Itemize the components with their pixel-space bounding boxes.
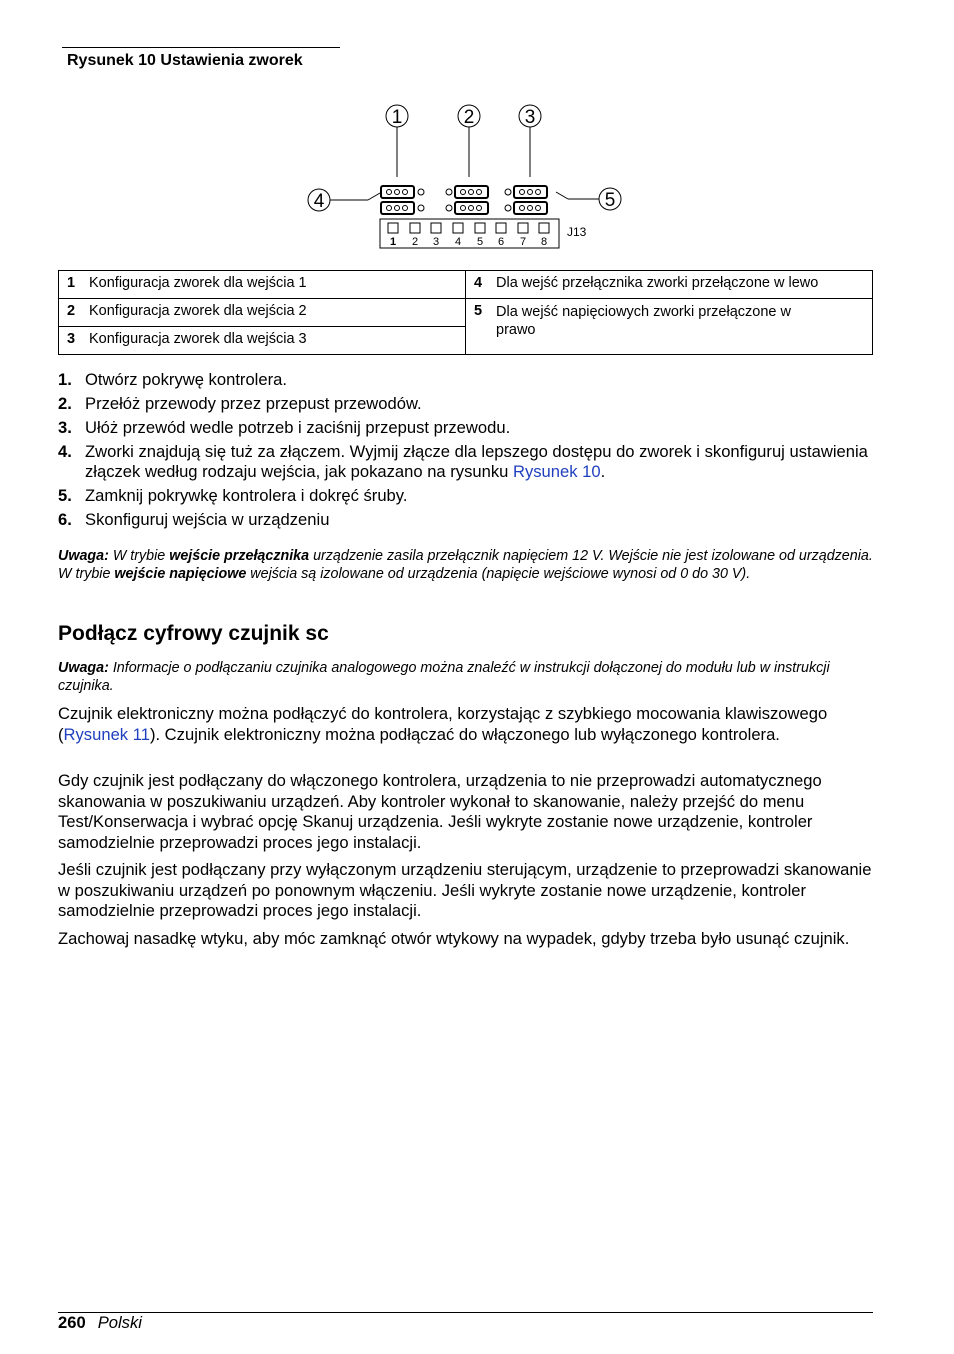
legend-row (59, 299, 873, 327)
step-item: 1. Otwórz pokrywę kontrolera. (58, 370, 287, 389)
svg-text:1: 1 (391, 107, 403, 128)
callout-2 (458, 105, 480, 177)
connector-j13 (380, 219, 587, 248)
svg-text:5: 5 (604, 190, 616, 211)
svg-text:3: 3 (432, 236, 440, 248)
note-jumper-modes: Uwaga: W trybie wejście przełącznika urządzenie zasila przełącznik napięciem 12 V. Wejście nie jest izolowane od urządzenia. W trybie wejście napięciowe wejścia są izolowane od urządzenia (napięcie wejściowe wynosi od 0 do 30 V). (58, 548, 873, 582)
paragraph-1: Czujnik elektroniczny można podłączyć do kontrolera, korzystając z szybkiego mocowania klawiszowego (Rysunek 11). Czujnik elektroniczny można podłączać do włączonego lub wyłączonego kontrolera. (58, 704, 828, 744)
svg-text:2: 2 (463, 107, 475, 128)
callout-4 (308, 189, 380, 212)
svg-text:4: 4 (313, 191, 325, 212)
legend-cell: 4 Dla wejść przełącznika zworki przełączone w lewo (466, 271, 873, 299)
svg-text:1: 1 (389, 236, 397, 248)
jumper-block-2 (446, 186, 488, 214)
jumper-diagram (300, 95, 640, 255)
svg-text:5: 5 (476, 236, 484, 248)
footer-rule (58, 1312, 873, 1313)
callout-1 (386, 105, 408, 177)
page-footer (58, 1313, 142, 1333)
jumper-settings-figure (300, 95, 640, 255)
footer-language: Polski (97, 1313, 142, 1332)
paragraph-2: Gdy czujnik jest podłączany do włączonego kontrolera, urządzenia to nie przeprowadzi automatycznego skanowania w poszukiwaniu urządzeń. Aby kontroler wykonał to skanowanie, należy przejść do menu Test/Konserwacja i wybrać opcję Skanuj urządzenia. Jeśli wykryte zostanie nowe urządzenie, kontroler samodzielnie przeprowadzi proces jego instalacji. (58, 771, 822, 852)
paragraph-4: Zachowaj nasadkę wtyku, aby móc zamknąć otwór wtykowy na wypadek, gdyby trzeba było usunąć czujnik. (58, 929, 850, 948)
step-item: 2. Przełóż przewody przez przepust przewodów. (58, 394, 422, 413)
legend-cell: 1 Konfiguracja zworek dla wejścia 1 (59, 271, 466, 299)
legend-cell: 2 Konfiguracja zworek dla wejścia 2 (59, 299, 466, 327)
figure-link[interactable]: Rysunek 11 (63, 724, 150, 744)
legend-cell: 5 Dla wejść napięciowych zworki przełączone w prawo (466, 299, 873, 355)
jumper-block-3 (505, 186, 547, 214)
figure-link[interactable]: Rysunek 10 (512, 462, 601, 481)
svg-text:3: 3 (524, 107, 536, 128)
legend-cell: 3 Konfiguracja zworek dla wejścia 3 (59, 327, 466, 355)
svg-text:7: 7 (519, 236, 527, 248)
figure-caption-rule (62, 47, 340, 48)
paragraph-3: Jeśli czujnik jest podłączany przy wyłączonym urządzeniu sterującym, urządzenie to przeprowadzi skanowanie w poszukiwaniu urządzeń po ponownym włączeniu. Jeśli wykryte zostanie nowe urządzenie, kontroler samodzielnie przeprowadzi proces jego instalacji. (58, 860, 872, 920)
step-item: 5. Zamknij pokrywkę kontrolera i dokręć śruby. (58, 486, 408, 505)
svg-text:8: 8 (540, 236, 548, 248)
page-number: 260 (58, 1313, 86, 1332)
connector-label: J13 (567, 225, 587, 239)
procedure-steps (58, 370, 868, 534)
figure-caption: Rysunek 10 Ustawienia zworek (67, 52, 303, 69)
step-item: 3. Ułóż przewód wedle potrzeb i zaciśnij przepust przewodu. (58, 418, 511, 437)
figure-legend-table (58, 270, 873, 355)
note-analog-sensor: Uwaga: Informacje o podłączaniu czujnika analogowego można znaleźć w instrukcji dołączonej do modułu lub w instrukcji czujnika. (58, 660, 830, 694)
jumper-block-1 (381, 186, 424, 214)
callout-3 (519, 105, 541, 177)
svg-text:6: 6 (497, 236, 505, 248)
legend-row (59, 271, 873, 299)
step-item: 4. Zworki znajdują się tuż za złączem. Wyjmij złącze dla lepszego dostępu do zworek i skonfiguruj ustawienia złączek według rodzaju wejścia, jak pokazano na rysunku Rysunek 10. (58, 442, 868, 481)
svg-text:2: 2 (411, 236, 419, 248)
step-item: 6. Skonfiguruj wejścia w urządzeniu (58, 510, 330, 529)
callout-5 (556, 188, 621, 211)
section-title: Podłącz cyfrowy czujnik sc (58, 622, 329, 645)
svg-text:4: 4 (454, 236, 462, 248)
